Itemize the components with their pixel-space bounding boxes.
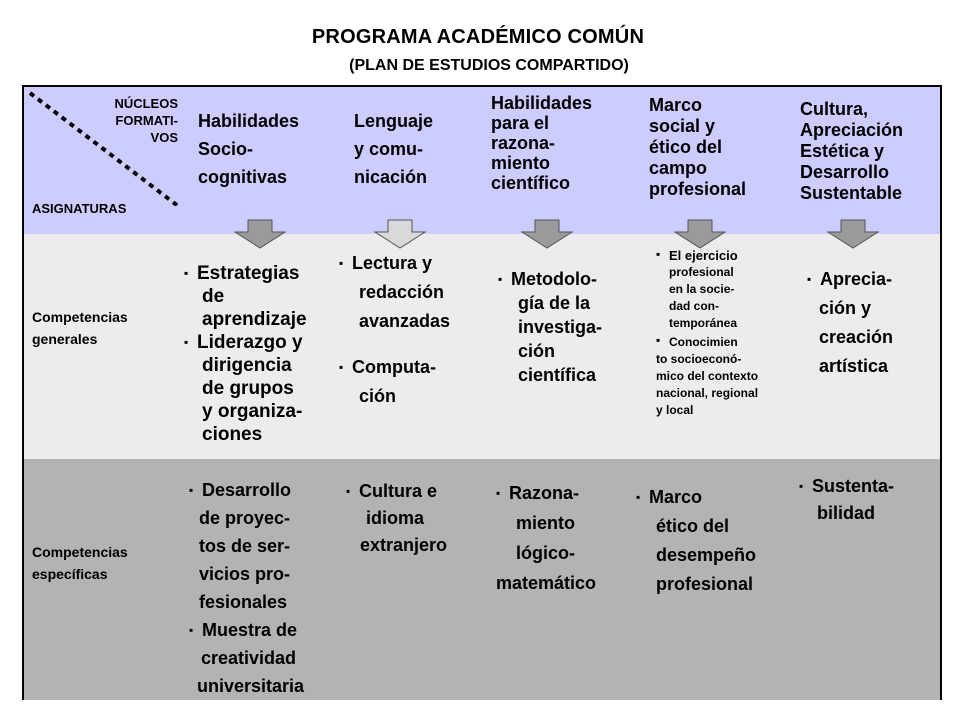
competency-text: temporánea — [669, 316, 738, 330]
competency-text: dad con- — [669, 299, 719, 313]
column-header-line: Habilidades — [198, 111, 300, 131]
competency-item-continued — [339, 307, 450, 336]
down-arrow-icon — [674, 219, 726, 249]
specific-cell-culture-sustainability — [799, 473, 894, 527]
column-header-line: campo — [649, 158, 708, 178]
column-header-line: Sustentable — [800, 183, 903, 203]
competency-text: ción — [518, 341, 556, 361]
general-cell-socio-cognitive — [184, 262, 307, 446]
competency-text: El ejercicio — [669, 248, 738, 263]
column-header-line: Marco — [649, 95, 703, 115]
row-label-specific: Competencias específicas — [32, 544, 128, 582]
competency-item-continued — [184, 377, 307, 400]
competency-item — [189, 476, 304, 504]
bullet-icon: ▪ — [339, 256, 344, 270]
competency-text: Aprecia- — [820, 269, 893, 289]
competency-item-continued — [636, 541, 756, 570]
competency-item-continued — [636, 512, 756, 541]
competency-text: de proyec- — [199, 508, 291, 528]
column-header-line: cognitivas — [198, 167, 288, 187]
competency-item-continued — [498, 315, 602, 339]
column-header-culture-sustainability — [800, 99, 903, 204]
competency-text: Desarrollo — [202, 480, 292, 500]
column-header-socio-cognitive — [198, 107, 299, 191]
competency-text: artística — [819, 356, 889, 376]
competency-text: matemático — [496, 573, 597, 593]
competency-item-continued — [807, 323, 893, 352]
competency-text: y local — [656, 403, 694, 417]
general-cell-language — [339, 249, 450, 411]
competency-item — [656, 332, 758, 351]
competency-text: tos de ser- — [199, 536, 291, 556]
bullet-icon: ▪ — [339, 360, 344, 374]
competency-text: avanzadas — [359, 311, 451, 331]
competency-item-continued — [656, 298, 758, 315]
competency-text: científica — [518, 365, 597, 385]
specific-cell-language — [346, 478, 447, 559]
competency-text: de grupos — [202, 378, 294, 399]
competency-item-continued — [189, 532, 304, 560]
competency-item-continued — [656, 351, 758, 368]
bullet-icon: ▪ — [807, 272, 812, 286]
competency-item-continued — [656, 385, 758, 402]
competency-text: vicios pro- — [199, 564, 291, 584]
column-header-professional-ethics — [649, 95, 746, 200]
competency-text: creatividad — [201, 648, 297, 668]
competency-item-continued — [799, 500, 894, 527]
column-header-line: Desarrollo — [800, 162, 890, 182]
down-arrow-icon — [234, 219, 286, 249]
competency-text: Sustenta- — [812, 476, 895, 496]
competency-item-continued — [496, 508, 596, 538]
competency-text: Razona- — [509, 483, 580, 503]
competency-text: idioma — [366, 508, 425, 528]
specific-cell-scientific-reasoning — [496, 478, 596, 598]
competency-text: y organiza- — [202, 401, 303, 422]
competency-item-continued — [656, 264, 758, 281]
competency-text: bilidad — [817, 503, 875, 523]
column-header-line: nicación — [354, 167, 428, 187]
bullet-icon: ▪ — [636, 490, 641, 504]
competency-item — [496, 478, 596, 508]
competency-text: mico del contexto — [656, 369, 759, 383]
page-title: PROGRAMA ACADÉMICO COMÚN — [311, 26, 645, 48]
general-cell-scientific-reasoning — [498, 267, 602, 387]
competency-text: fesionales — [199, 592, 288, 612]
competency-item-continued — [496, 568, 596, 598]
competency-text: Conocimien — [669, 335, 738, 349]
competency-text: de — [202, 286, 225, 307]
competency-text: en la socie- — [669, 282, 735, 296]
competency-item — [184, 262, 307, 285]
column-header-line: y comu- — [354, 139, 424, 159]
corner-label-nucleos: NÚCLEOS FORMATI- VOS — [114, 96, 178, 145]
column-header-line: Socio- — [198, 139, 254, 159]
general-competencies-row — [24, 234, 940, 461]
column-header-line: ético del — [649, 137, 723, 157]
competency-text: ético del — [656, 516, 730, 536]
competency-item-continued — [656, 402, 758, 419]
competency-text: aprendizaje — [202, 309, 307, 330]
competency-text: Lectura y — [352, 253, 433, 273]
competency-text: Estrategias — [197, 263, 300, 284]
competency-text: Marco — [649, 487, 703, 507]
row-label-general: Competencias generales — [32, 309, 128, 347]
competency-text: Metodolo- — [511, 269, 597, 289]
column-header-line: Estética y — [800, 141, 885, 161]
competency-item-continued — [184, 308, 307, 331]
bullet-icon: ▪ — [496, 486, 501, 500]
competency-item-continued — [498, 339, 602, 363]
competency-text: universitaria — [197, 676, 305, 696]
competency-text: ciones — [202, 424, 263, 445]
bullet-icon: ▪ — [799, 479, 804, 493]
competency-item-continued — [184, 354, 307, 377]
specific-cell-professional-ethics — [636, 483, 756, 599]
competency-text: ción — [359, 386, 397, 406]
bullet-icon: ▪ — [189, 483, 194, 497]
competency-item-continued — [189, 644, 304, 672]
competency-item-continued — [189, 560, 304, 588]
competency-item — [346, 478, 447, 505]
bullet-icon: ▪ — [346, 484, 351, 498]
competency-item — [339, 249, 450, 278]
column-header-line: Apreciación — [800, 120, 904, 140]
competency-text: redacción — [359, 282, 445, 302]
competency-item — [799, 473, 894, 500]
competency-item-continued — [184, 423, 307, 446]
column-header-line: científico — [491, 173, 571, 193]
competency-text: investiga- — [518, 317, 603, 337]
competency-item-continued — [184, 285, 307, 308]
general-cell-professional-ethics — [656, 246, 758, 419]
competency-text: creación — [819, 327, 894, 347]
competency-item-continued — [346, 505, 447, 532]
competency-text: profesional — [669, 265, 734, 279]
bullet-icon: ▪ — [656, 247, 661, 261]
competency-text: Muestra de — [202, 620, 298, 640]
competency-text: miento — [516, 513, 576, 533]
competency-item-continued — [656, 315, 758, 332]
column-header-line: Lenguaje — [354, 111, 434, 131]
competency-text: to socioeconó- — [656, 352, 742, 366]
column-header-language — [354, 107, 433, 191]
competency-item — [189, 616, 304, 644]
column-header-scientific-reasoning — [491, 93, 592, 193]
page-subtitle: (PLAN DE ESTUDIOS COMPARTIDO) — [349, 57, 629, 74]
column-header-line: razona- — [491, 133, 556, 153]
corner-label-asignaturas: ASIGNATURAS — [32, 201, 127, 216]
column-header-line: Cultura, — [800, 99, 869, 119]
competency-text: nacional, regional — [656, 386, 759, 400]
competency-item-continued — [339, 278, 450, 307]
competency-item-continued — [498, 363, 602, 387]
competency-text: Liderazgo y — [197, 332, 303, 353]
bullet-icon: ▪ — [184, 266, 189, 280]
bullet-icon: ▪ — [498, 272, 503, 286]
competency-item-continued — [807, 352, 893, 381]
competency-item-continued — [496, 538, 596, 568]
competency-item-continued — [184, 400, 307, 423]
competency-text: profesional — [656, 574, 754, 594]
competency-item — [498, 267, 602, 291]
competency-item-continued — [339, 382, 450, 411]
competency-item-continued — [189, 672, 304, 700]
curriculum-table — [22, 85, 942, 700]
bullet-icon: ▪ — [656, 333, 661, 347]
competency-item — [656, 246, 758, 264]
competency-text: lógico- — [516, 543, 575, 563]
down-arrow-icon — [521, 219, 573, 249]
competency-text: Computa- — [352, 357, 436, 377]
competency-item-continued — [346, 532, 447, 559]
competency-text: gía de la — [518, 293, 591, 313]
bullet-icon: ▪ — [184, 335, 189, 349]
column-header-line: Habilidades — [491, 93, 593, 113]
specific-cell-socio-cognitive — [189, 476, 304, 700]
competency-item — [636, 483, 756, 512]
column-header-line: social y — [649, 116, 716, 136]
competency-text: ción y — [819, 298, 872, 318]
competency-item-continued — [807, 294, 893, 323]
competency-text: extranjero — [360, 535, 448, 555]
competency-text: desempeño — [656, 545, 757, 565]
competency-item-continued — [656, 368, 758, 385]
competency-item-continued — [498, 291, 602, 315]
column-header-line: profesional — [649, 179, 747, 199]
down-arrow-icon — [827, 219, 879, 249]
competency-item — [339, 353, 450, 382]
down-arrow-icon — [374, 219, 426, 249]
competency-item-continued — [636, 570, 756, 599]
column-header-line: para el — [491, 113, 550, 133]
competency-item — [184, 331, 307, 354]
competency-item — [807, 265, 893, 294]
competency-text: dirigencia — [202, 355, 292, 376]
bullet-icon: ▪ — [189, 623, 194, 637]
general-cell-culture-sustainability — [807, 265, 893, 381]
competency-item-continued — [189, 588, 304, 616]
competency-item-continued — [656, 281, 758, 298]
competency-item-continued — [189, 504, 304, 532]
column-header-line: miento — [491, 153, 551, 173]
competency-text: Cultura e — [359, 481, 438, 501]
